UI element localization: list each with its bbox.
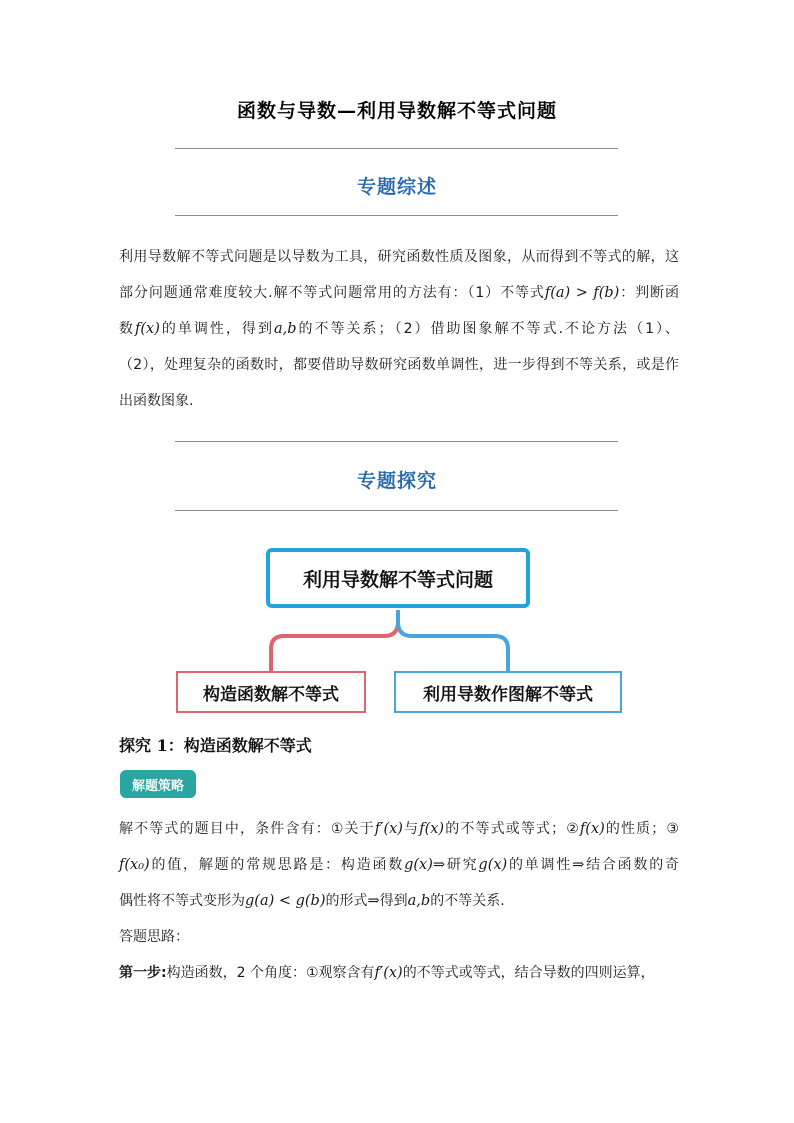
implies-arrow: ⇒ [432, 857, 446, 873]
text-line: 利用导数解不等式问题是以导数为工具，研究函数性质及图象，从而得到不等式的解，这 [119, 249, 679, 265]
text-line: 第一步:构造函数，2 个角度：①观察含有f′(x)的不等式或等式，结合导数的四则运算， [119, 965, 655, 981]
connector-right [398, 610, 508, 671]
math-expression: g(x) [404, 857, 433, 873]
divider [175, 215, 618, 216]
connector-left [271, 610, 398, 671]
text-line: 偶性将不等式变形为g(a) < g(b)的形式⇒得到a,b的不等关系. [119, 893, 505, 909]
math-expression: f(x) [135, 321, 160, 337]
math-expression: f(x) [579, 821, 605, 837]
mindmap-root-node: 利用导数解不等式问题 [266, 548, 530, 608]
math-expression: f′(x) [374, 965, 403, 981]
section-heading-explore: 专题探究 [356, 470, 437, 492]
math-expression: g(a) < g(b) [245, 893, 326, 909]
text-line: 部分问题通常难度较大.解不等式问题常用的方法有：（1）不等式f(a) > f(b)：判断函 [119, 285, 680, 301]
text-line: 解不等式的题目中，条件含有：①关于f′(x)与f(x)的不等式或等式；②f(x)的性质；③ [119, 821, 679, 837]
text-line: f(x₀)的值，解题的常规思路是：构造函数g(x)⇒研究g(x)的单调性⇒结合函数的奇 [119, 857, 680, 873]
math-expression: f(x) [419, 821, 445, 837]
text-line: 出函数图象. [119, 393, 194, 409]
divider [175, 148, 618, 149]
math-expression: f(x₀) [119, 857, 150, 873]
overview-paragraph [119, 239, 679, 419]
strategy-paragraph [119, 811, 679, 991]
section-heading-overview: 专题综述 [356, 176, 437, 198]
mindmap-node-graph-method: 利用导数作图解不等式 [394, 671, 622, 713]
text-line: 答题思路： [119, 929, 189, 945]
math-expression: a,b [273, 321, 297, 337]
page-title: 函数与导数—利用导数解不等式问题 [236, 100, 557, 122]
implies-arrow: ⇒ [572, 857, 585, 873]
explore-1-title: 探究 1：构造函数解不等式 [119, 736, 312, 755]
strategy-badge: 解题策略 [120, 770, 196, 798]
math-expression: a,b [407, 893, 431, 909]
divider [175, 441, 618, 442]
implies-arrow: ⇒ [367, 893, 380, 909]
mindmap-node-construct-function: 构造函数解不等式 [176, 671, 366, 713]
math-expression: g(x) [478, 857, 508, 873]
math-expression: f′(x) [374, 821, 403, 837]
text-line: 数f(x)的单调性，得到a,b的不等关系；（2）借助图象解不等式.不论方法（1）、 [119, 321, 680, 337]
text-line: （2），处理复杂的函数时，都要借助导数研究函数单调性，进一步得到不等关系，或是作 [119, 357, 679, 373]
divider [175, 510, 618, 511]
math-expression: f(a) > f(b) [544, 285, 620, 301]
